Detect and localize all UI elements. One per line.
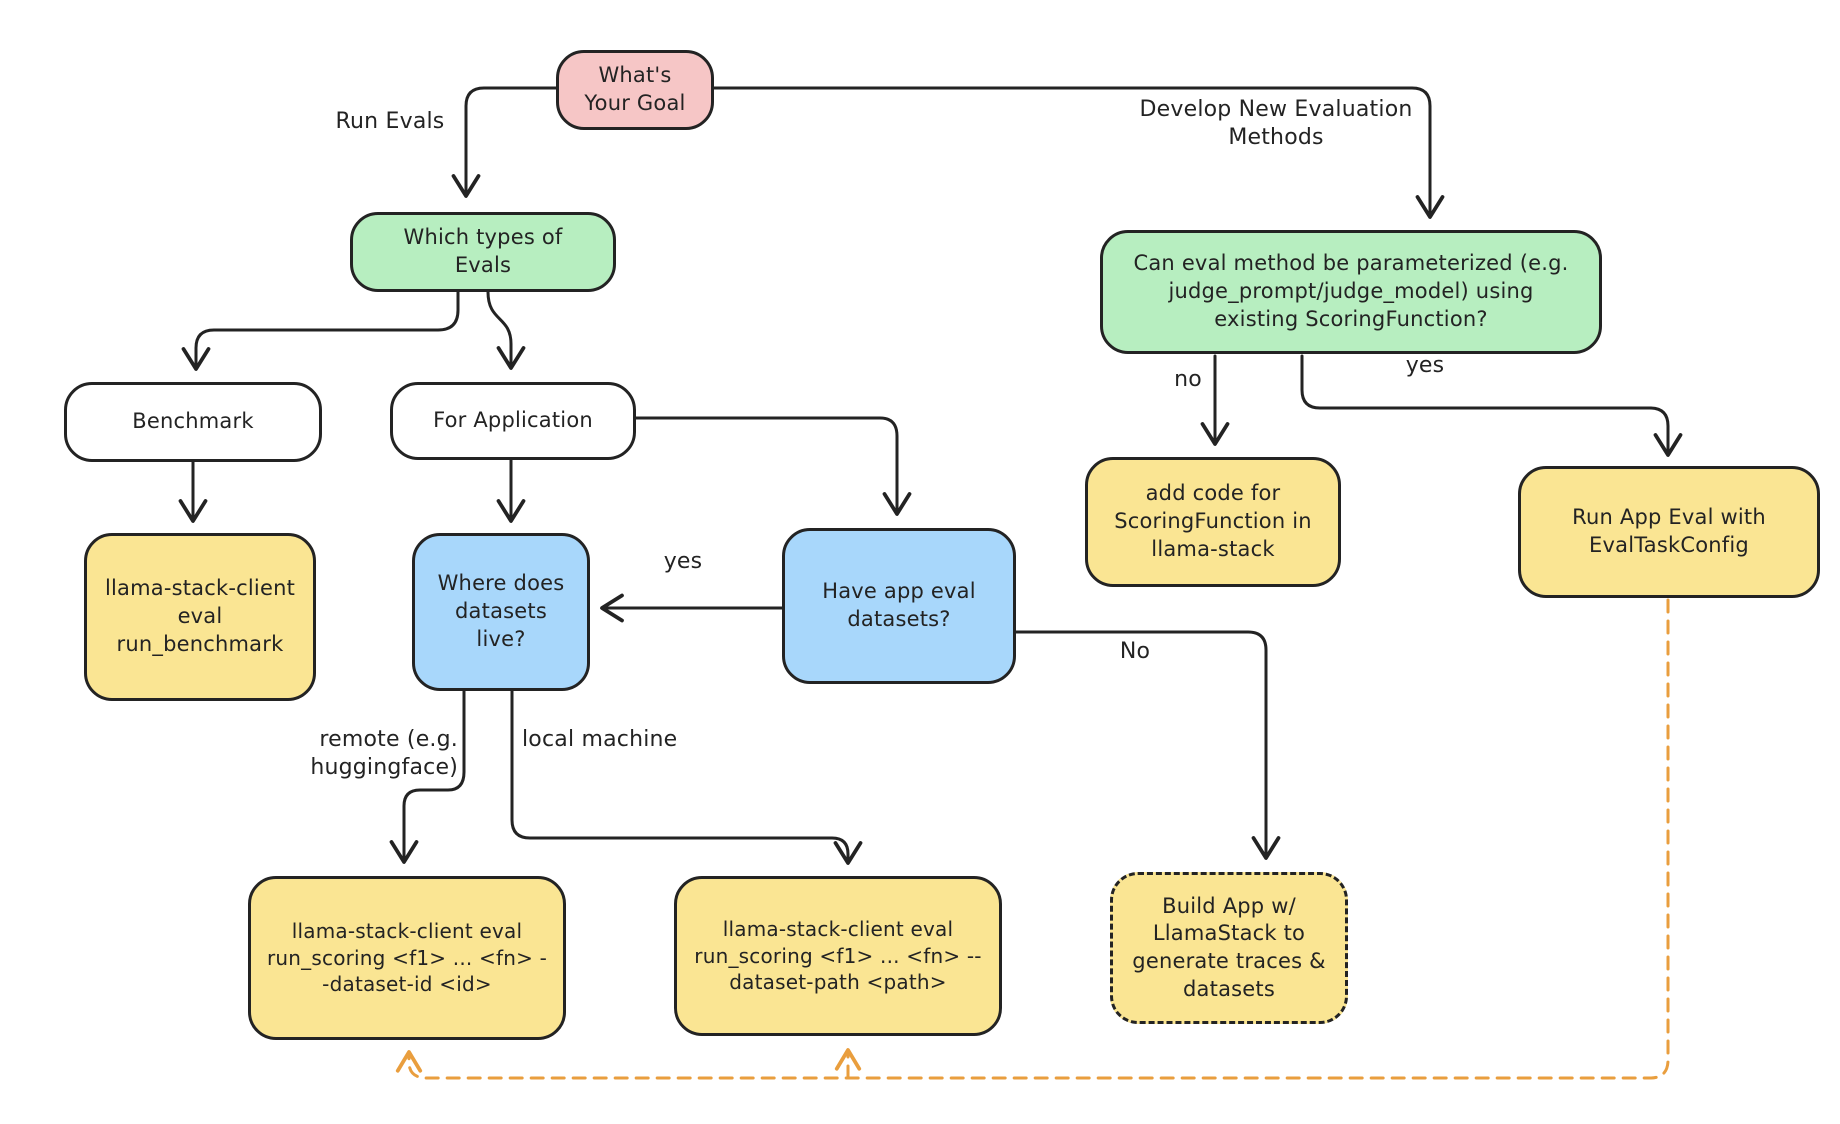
node-run-scoring-dataset-path	[674, 876, 1002, 1036]
node-whats-your-goal	[556, 50, 714, 130]
node-benchmark	[64, 382, 322, 462]
node-which-types-of-evals-label: Which types of Evals	[403, 225, 563, 277]
node-for-application-label: For Application	[433, 408, 593, 433]
node-run-scoring-dataset-id-label: llama-stack-client eval run_scoring <f1> ... <fn> --dataset-id <id>	[267, 919, 548, 997]
edge-label-local-machine: local machine	[522, 727, 678, 752]
edge-which-types-to-for-application	[488, 292, 511, 368]
node-where-does-datasets-live	[412, 533, 590, 691]
node-can-eval-method-parameterized-label: Can eval method be parameterized (e.g. judge_prompt/judge_model) using existing ScoringFunction?	[1133, 251, 1569, 331]
node-run-app-eval-evaltaskconfig	[1518, 466, 1820, 598]
edge-label-run-evals: Run Evals	[335, 109, 445, 134]
node-which-types-of-evals	[350, 212, 616, 292]
edge-can-eval-yes-to-run-app-eval	[1302, 356, 1668, 455]
node-run-scoring-dataset-id	[248, 876, 566, 1040]
edge-label-yes-have-datasets: yes	[663, 549, 703, 574]
edge-have-datasets-no-to-build-app	[1016, 632, 1266, 858]
node-have-app-eval-datasets-label: Have app eval datasets?	[822, 579, 976, 631]
edge-which-types-to-benchmark	[196, 292, 458, 369]
node-whats-your-goal-label: What's Your Goal	[584, 63, 686, 115]
node-add-code-scoringfunction	[1085, 457, 1341, 587]
node-run-benchmark-command-label: llama-stack-client eval run_benchmark	[104, 576, 296, 656]
node-have-app-eval-datasets	[782, 528, 1016, 684]
edge-label-no-have-datasets: No	[1119, 639, 1151, 664]
edge-where-datasets-local-to-cmd-dataset-path	[512, 691, 848, 863]
node-can-eval-method-parameterized	[1100, 230, 1602, 354]
edge-label-develop-new-evaluation-methods: Develop New Evaluation Methods	[1139, 97, 1413, 150]
edge-for-application-to-have-datasets	[636, 418, 897, 514]
node-benchmark-label: Benchmark	[132, 409, 254, 434]
edge-label-yes-param: yes	[1405, 353, 1445, 378]
node-build-app-llamastack	[1110, 872, 1348, 1024]
edge-label-remote-huggingface: remote (e.g. huggingface)	[310, 727, 458, 780]
node-build-app-llamastack-label: Build App w/ LlamaStack to generate traces & datasets	[1132, 893, 1326, 1001]
edge-label-no-param: no	[1174, 367, 1202, 392]
node-run-app-eval-evaltaskconfig-label: Run App Eval with EvalTaskConfig	[1572, 505, 1766, 557]
edge-goal-to-which-types	[466, 88, 556, 196]
node-where-does-datasets-live-label: Where does datasets live?	[437, 571, 565, 651]
node-add-code-scoringfunction-label: add code for ScoringFunction in llama-stack	[1114, 481, 1312, 561]
node-for-application	[390, 382, 636, 460]
node-run-benchmark-command	[84, 533, 316, 701]
node-run-scoring-dataset-path-label: llama-stack-client eval run_scoring <f1> ... <fn> --dataset-path <path>	[694, 917, 982, 995]
